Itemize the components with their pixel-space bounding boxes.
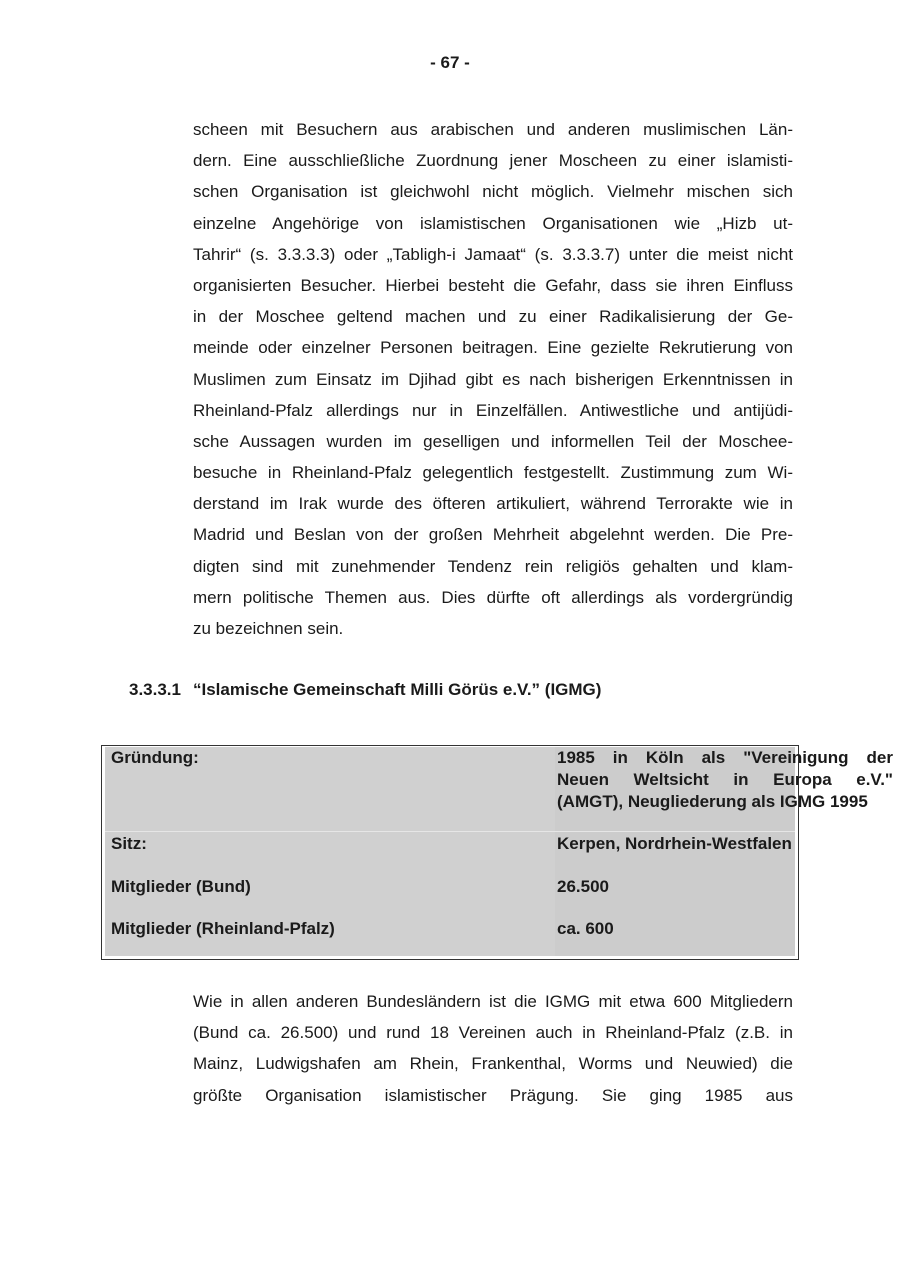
members-federal-label: Mitglieder (Bund) xyxy=(111,877,251,896)
text-line: dern. Eine ausschließliche Zuordnung jener Moscheen zu einer islamisti- xyxy=(193,151,793,171)
text-line: (Bund ca. 26.500) und rund 18 Vereinen auch in Rheinland-Pfalz (z.B. in xyxy=(193,1023,793,1043)
founding-value-line: (AMGT), Neugliederung als IGMG 1995 xyxy=(557,792,868,811)
text-line: Madrid und Beslan von der großen Mehrheit abgelehnt werden. Die Pre- xyxy=(193,525,793,545)
fact-table-label-column xyxy=(105,747,555,956)
text-line: Mainz, Ludwigshafen am Rhein, Frankenthal, Worms und Neuwied) die xyxy=(193,1054,793,1074)
members-rlp-value: ca. 600 xyxy=(557,919,614,938)
text-line: mern politische Themen aus. Dies dürfte oft allerdings als vordergründig xyxy=(193,587,793,607)
text-line: meinde oder einzelner Personen beitragen. Eine gezielte Rekrutierung von xyxy=(193,338,793,358)
founding-value-line: Neuen Weltsicht in Europa e.V." xyxy=(557,770,893,789)
text-line: schen Organisation ist gleichwohl nicht möglich. Vielmehr mischen sich xyxy=(193,182,793,202)
page-number: - 67 - xyxy=(430,53,470,72)
text-line: derstand im Irak wurde des öfteren artikuliert, während Terrorakte wie in xyxy=(193,494,793,514)
seat-label: Sitz: xyxy=(111,834,147,853)
text-line: größte Organisation islamistischer Prägung. Sie ging 1985 aus xyxy=(193,1085,793,1105)
text-line: einzelne Angehörige von islamistischen Organisationen wie „Hizb ut- xyxy=(193,213,793,233)
text-line: Rheinland-Pfalz allerdings nur in Einzelfällen. Antiwestliche und antijüdi- xyxy=(193,400,793,420)
text-line: organisierten Besucher. Hierbei besteht die Gefahr, dass sie ihren Einfluss xyxy=(193,275,793,295)
seat-value: Kerpen, Nordrhein-Westfalen xyxy=(557,834,792,853)
text-line: besuche in Rheinland-Pfalz gelegentlich festgestellt. Zustimmung zum Wi- xyxy=(193,463,793,483)
fact-table-value-column xyxy=(555,747,893,956)
paragraph-mosque-visitors xyxy=(193,114,793,644)
row-divider xyxy=(105,831,555,832)
paragraph-igmg-membership xyxy=(193,986,793,1111)
section-heading xyxy=(129,680,601,700)
members-rlp-label: Mitglieder (Rheinland-Pfalz) xyxy=(111,919,335,938)
text-line: Wie in allen anderen Bundesländern ist die IGMG mit etwa 600 Mitgliedern xyxy=(193,992,793,1011)
text-line: in der Moschee geltend machen und zu einer Radikalisierung der Ge- xyxy=(193,307,793,327)
text-line: sche Aussagen wurden im geselligen und informellen Teil der Moschee- xyxy=(193,431,793,451)
text-line: zu bezeichnen sein. xyxy=(193,619,344,638)
founding-value xyxy=(557,747,893,813)
text-line: digten sind mit zunehmender Tendenz rein religiös gehalten und klam- xyxy=(193,556,793,576)
members-federal-value: 26.500 xyxy=(557,877,609,896)
founding-label: Gründung: xyxy=(111,748,199,767)
text-line: scheen mit Besuchern aus arabischen und anderen muslimischen Län- xyxy=(193,120,793,139)
text-line: Tahrir“ (s. 3.3.3.3) oder „Tabligh-i Jamaat“ (s. 3.3.3.7) unter die meist nicht xyxy=(193,244,793,264)
founding-value-line: 1985 in Köln als "Vereinigung der xyxy=(557,748,893,767)
organization-fact-table xyxy=(101,745,893,960)
row-divider xyxy=(555,831,795,832)
section-number: 3.3.3.1 xyxy=(129,680,181,699)
section-title: “Islamische Gemeinschaft Milli Görüs e.V.” (IGMG) xyxy=(193,680,602,699)
text-line: Muslimen zum Einsatz im Djihad gibt es nach bisherigen Erkenntnissen in xyxy=(193,369,793,389)
